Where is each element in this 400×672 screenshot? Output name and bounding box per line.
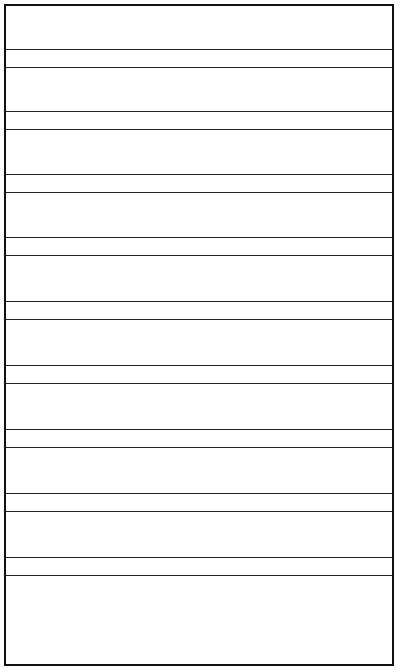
line-divider <box>6 511 392 512</box>
arabic-line-1 <box>10 6 388 50</box>
arabic-line-6 <box>10 320 388 364</box>
line-divider <box>6 365 392 366</box>
line-divider <box>6 447 392 448</box>
urdu-line-2 <box>10 112 388 129</box>
line-divider <box>6 429 392 430</box>
line-divider <box>6 255 392 256</box>
urdu-line-5 <box>10 302 388 319</box>
line-divider <box>6 129 392 130</box>
arabic-line-9 <box>10 512 388 556</box>
arabic-line-8 <box>10 448 388 492</box>
urdu-line-9 <box>10 558 388 575</box>
line-divider <box>6 192 392 193</box>
line-divider <box>6 67 392 68</box>
line-divider <box>6 174 392 175</box>
line-divider <box>6 111 392 112</box>
line-divider <box>6 237 392 238</box>
urdu-line-1 <box>10 50 388 67</box>
urdu-line-4 <box>10 238 388 255</box>
line-divider <box>6 557 392 558</box>
arabic-line-5 <box>10 256 388 300</box>
urdu-line-3 <box>10 175 388 192</box>
line-divider <box>6 301 392 302</box>
urdu-line-7 <box>10 430 388 447</box>
urdu-line-6 <box>10 366 388 383</box>
line-divider <box>6 493 392 494</box>
line-divider <box>6 49 392 50</box>
line-divider <box>6 319 392 320</box>
line-divider <box>6 575 392 576</box>
arabic-line-4 <box>10 193 388 237</box>
arabic-line-3 <box>10 130 388 174</box>
arabic-line-7 <box>10 384 388 428</box>
arabic-line-2 <box>10 68 388 112</box>
urdu-line-8 <box>10 494 388 511</box>
arabic-line-10 <box>10 576 388 620</box>
line-divider <box>6 383 392 384</box>
